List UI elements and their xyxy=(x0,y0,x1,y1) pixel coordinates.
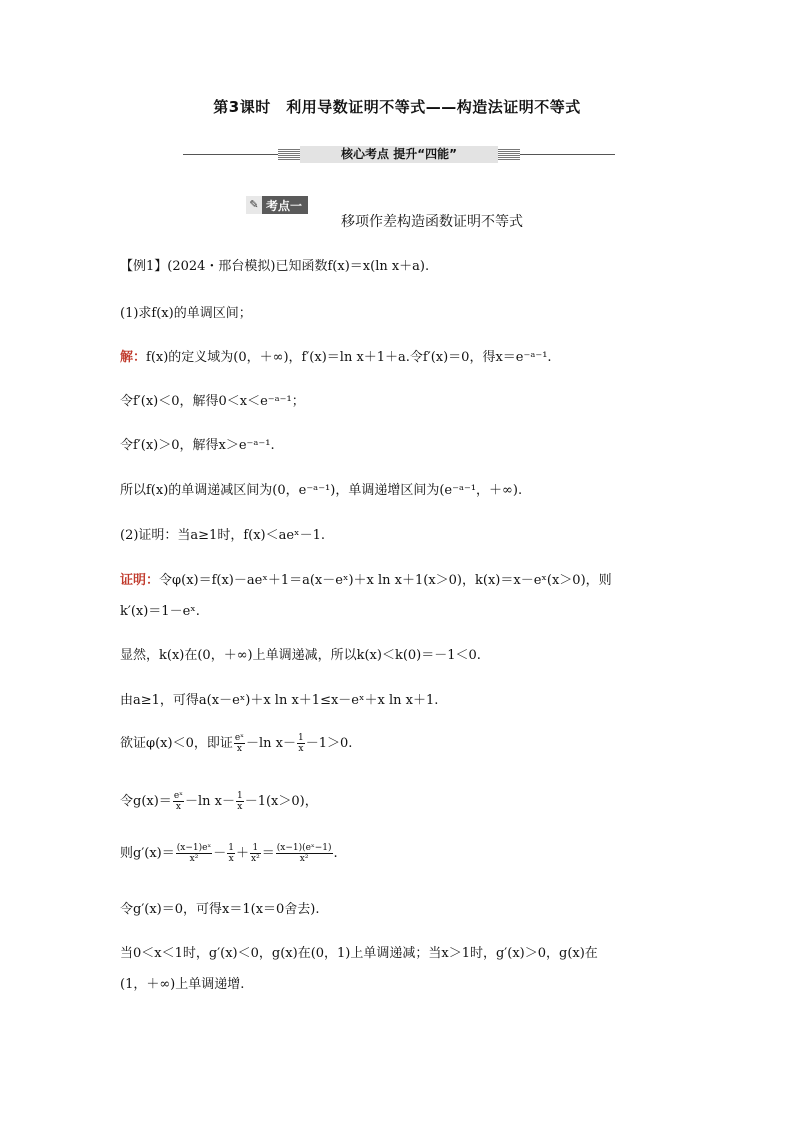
solution-line xyxy=(120,346,552,365)
kaodian-heading: 移项作差构造函数证明不等式 xyxy=(341,214,523,230)
question-part-2: (2)证明：当a≥1时，f(x)＜aeˣ－1. xyxy=(120,528,325,543)
text-segment: 则g′(x)＝ xyxy=(120,846,175,861)
fraction-numerator: (x−1)eˣ xyxy=(176,843,212,853)
text-segment: ＝ xyxy=(261,846,275,861)
text-segment: 欲证φ(x)＜0，即证 xyxy=(120,736,233,751)
fraction-numerator: 1 xyxy=(228,843,235,853)
text-segment: －ln x－ xyxy=(184,794,235,809)
fraction-denominator: x xyxy=(236,744,242,754)
section-banner xyxy=(183,143,615,167)
fraction-numerator: 1 xyxy=(236,791,243,801)
text-segment: ＋ xyxy=(236,846,250,861)
equation-line xyxy=(120,790,318,812)
fraction-denominator: x xyxy=(228,854,234,864)
lesson-title: 第3课时 利用导数证明不等式——构造法证明不等式 xyxy=(213,98,581,116)
example-statement: 【例1】(2024・邢台模拟)已知函数f(x)＝x(ln x＋a). xyxy=(120,259,430,274)
fraction xyxy=(176,843,213,864)
fraction-numerator: eˣ xyxy=(173,791,183,801)
banner-right-rule xyxy=(520,154,615,155)
fraction-denominator: x² xyxy=(251,854,260,864)
banner-right-stripes xyxy=(498,149,520,160)
fraction xyxy=(297,733,305,754)
fraction xyxy=(276,843,333,864)
fraction xyxy=(227,843,235,864)
solution-label: 解： xyxy=(120,350,147,365)
text-segment: －ln x－ xyxy=(246,736,296,751)
text-line: 令f′(x)＞0，解得x＞e⁻ᵃ⁻¹. xyxy=(120,438,275,453)
fraction-numerator: eˣ xyxy=(234,733,244,743)
pencil-icon: ✎ xyxy=(246,196,262,214)
text-line: 令g′(x)＝0，可得x＝1(x＝0舍去). xyxy=(120,902,320,917)
fraction-numerator: 1 xyxy=(298,733,304,743)
text-segment: . xyxy=(333,846,338,861)
fraction xyxy=(173,791,184,812)
text-line: 由a≥1，可得a(x－eˣ)＋x ln x＋1≤x－eˣ＋x ln x＋1. xyxy=(120,693,439,708)
banner-label: 核心考点 提升“四能” xyxy=(300,146,498,163)
proof-label: 证明： xyxy=(120,573,160,588)
fraction-denominator: x xyxy=(298,744,304,754)
fraction-denominator: x² xyxy=(189,854,199,864)
text-segment: － xyxy=(213,846,227,861)
proof-line xyxy=(120,569,612,588)
fraction-denominator: x xyxy=(237,802,243,812)
fraction xyxy=(250,843,261,864)
equation-line xyxy=(120,842,338,864)
text-line: k′(x)＝1－eˣ. xyxy=(120,604,200,619)
banner-left-rule xyxy=(183,154,278,155)
text-segment: －1(x＞0)， xyxy=(244,794,318,809)
text-segment: 令g(x)＝ xyxy=(120,794,172,809)
kaodian-tag-label: 考点一 xyxy=(266,198,303,213)
fraction-numerator: 1 xyxy=(250,843,261,854)
fraction-denominator: x² xyxy=(299,854,309,864)
text-line: 令f′(x)＜0，解得0＜x＜e⁻ᵃ⁻¹； xyxy=(120,394,305,409)
kaodian-tag xyxy=(246,196,308,214)
fraction-numerator: (x−1)(eˣ−1) xyxy=(276,843,332,853)
banner-left-stripes xyxy=(278,149,300,160)
fraction xyxy=(234,733,245,754)
text-line: (1，＋∞)上单调递增. xyxy=(120,977,245,992)
solution-text: f(x)的定义域为(0，＋∞)，f′(x)＝ln x＋1＋a.令f′(x)＝0，得x＝e⁻ᵃ⁻¹. xyxy=(146,350,552,365)
text-line: 当0＜x＜1时，g′(x)＜0，g(x)在(0，1)上单调递减；当x＞1时，g′(x)＞0，g(x)在 xyxy=(120,946,598,961)
text-line: 所以f(x)的单调递减区间为(0，e⁻ᵃ⁻¹)，单调递增区间为(e⁻ᵃ⁻¹，＋∞). xyxy=(120,483,523,498)
equation-line xyxy=(120,732,352,754)
fraction xyxy=(236,791,244,812)
question-part-1: (1)求f(x)的单调区间； xyxy=(120,306,252,321)
text-line: 显然，k(x)在(0，＋∞)上单调递减，所以k(x)＜k(0)＝－1＜0. xyxy=(120,648,481,663)
proof-text: 令φ(x)＝f(x)－aeˣ＋1＝a(x－eˣ)＋x ln x＋1(x＞0)，k(x)＝x－eˣ(x＞0)，则 xyxy=(159,573,612,588)
fraction-denominator: x xyxy=(175,802,181,812)
text-segment: －1＞0. xyxy=(305,736,353,751)
